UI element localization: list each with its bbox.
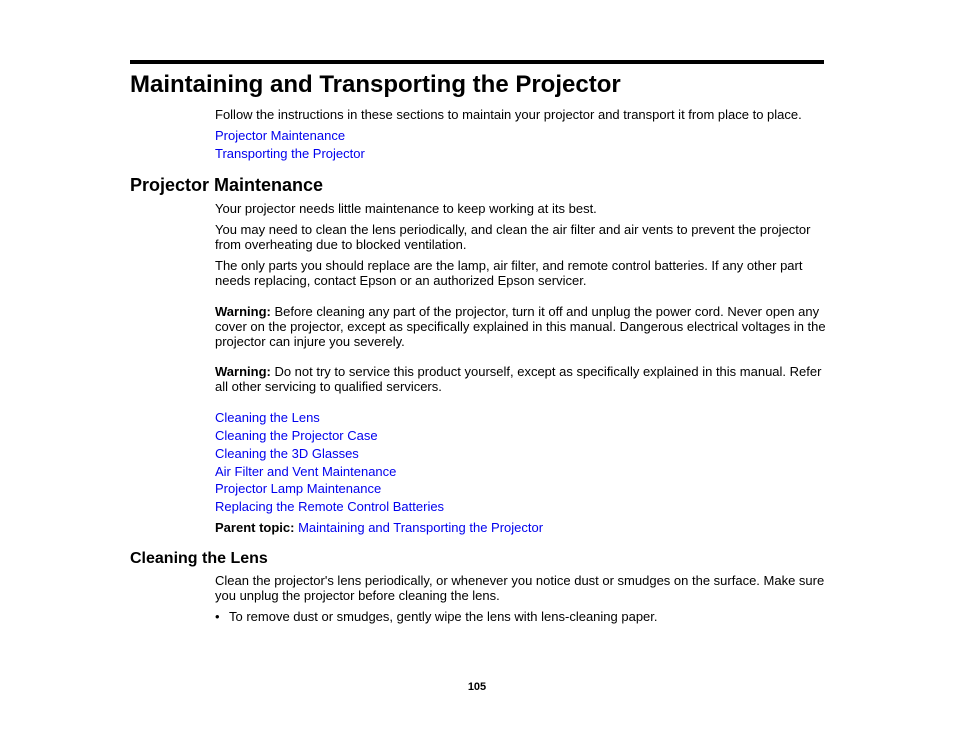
intro-link-maintenance[interactable] [215,128,345,143]
warning-1 [215,304,827,349]
warning-2 [215,364,827,394]
link-transporting-projector[interactable]: Transporting the Projector [215,146,365,161]
warning-2-label: Warning: [215,364,271,379]
title-rule [130,60,824,64]
parent-topic-link[interactable]: Maintaining and Transporting the Projector [298,520,544,535]
link-cleaning-case[interactable]: Cleaning the Projector Case [215,428,378,443]
section-heading-cleaning-lens: Cleaning the Lens [130,550,268,567]
intro-paragraph: Follow the instructions in these sections to maintain your projector and transport it from place to place. [215,107,802,122]
list-item [215,609,658,624]
section-heading-maintenance: Projector Maintenance [130,175,324,195]
parent-topic [215,520,543,535]
link-row[interactable] [215,481,381,496]
link-lamp-maintenance[interactable]: Projector Lamp Maintenance [215,481,382,496]
warning-2-text: Do not try to service this product yourself, except as specifically explained in this manual. Refer all other servicing to qualified servicers. [215,364,822,394]
parent-topic-label: Parent topic: [215,520,295,535]
link-cleaning-3d-glasses[interactable]: Cleaning the 3D Glasses [215,446,359,461]
link-row[interactable] [215,410,320,425]
maintenance-paragraph-1: Your projector needs little maintenance to keep working at its best. [215,201,597,216]
bullet-icon: • [215,609,220,624]
link-row[interactable] [215,428,378,443]
lens-paragraph: Clean the projector's lens periodically, or whenever you notice dust or smudges on the surface. Make sure you unplug the projector before cleaning the lens. [215,573,825,603]
intro-link-transporting[interactable] [215,146,365,161]
warning-1-label: Warning: [215,304,271,319]
list-item-text: To remove dust or smudges, gently wipe the lens with lens-cleaning paper. [229,609,658,624]
link-air-filter[interactable]: Air Filter and Vent Maintenance [215,464,397,479]
link-cleaning-lens[interactable]: Cleaning the Lens [215,410,320,425]
link-projector-maintenance[interactable]: Projector Maintenance [215,128,346,143]
warning-1-text: Before cleaning any part of the projector, turn it off and unplug the power cord. Never open any cover on the projector, except as specifically explained in this manual. Dangerous electrical voltages in the projector can injure you severely. [215,304,826,349]
page-number: 105 [467,681,487,693]
maintenance-paragraph-3: The only parts you should replace are the lamp, air filter, and remote control batteries. If any other part needs replacing, contact Epson or an authorized Epson servicer. [215,258,803,288]
maintenance-paragraph-2: You may need to clean the lens periodically, and clean the air filter and air vents to prevent the projector from overheating due to blocked ventilation. [215,222,811,252]
link-remote-batteries[interactable]: Replacing the Remote Control Batteries [215,499,445,514]
link-row[interactable] [215,499,444,514]
link-row[interactable] [215,464,396,479]
page-title: Maintaining and Transporting the Projector [130,71,621,98]
link-row[interactable] [215,446,359,461]
